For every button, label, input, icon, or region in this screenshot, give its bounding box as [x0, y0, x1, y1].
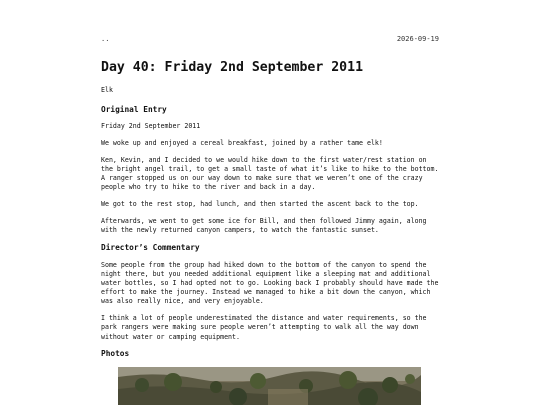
original-entry-paragraph: Afterwards, we went to get some ice for Bill, and then followed Jimmy again, along with the newly returned canyon campers, to watch the fantastic sunset.: [101, 217, 427, 235]
commentary-paragraph: I think a lot of people underestimated the distance and water requirements, so the park rangers were making sure people weren’t attempting to walk all the way down without water or camping equipment.: [101, 314, 427, 341]
commentary-paragraph: Some people from the group had hiked down to the bottom of the canyon to spend the night there, but you needed additional equipment like a sleeping mat and additional water bottles, so I had opted not to go. Looking back I probably should have made the effort to make the journey. Instead we managed to hike a bit down the canyon, which was also really nice, and very enjoyable.: [101, 260, 439, 306]
original-entry-heading: Original Entry: [101, 104, 167, 114]
original-entry-paragraph: We woke up and enjoyed a cereal breakfast, joined by a rather tame elk!: [101, 139, 383, 147]
photo-image: [118, 367, 421, 405]
page-date: 2026-09-19: [396, 35, 439, 43]
page-title: Day 40: Friday 2nd September 2011: [101, 60, 364, 75]
original-entry-date: Friday 2nd September 2011: [101, 122, 201, 131]
photos-heading: Photos: [101, 349, 130, 359]
directors-commentary-heading: Director’s Commentary: [101, 243, 200, 252]
back-link[interactable]: ..: [101, 35, 110, 43]
post-tag: Elk: [101, 86, 113, 94]
top-bar: [101, 34, 439, 44]
original-entry-paragraph: We got to the rest stop, had lunch, and then started the ascent back to the top.: [101, 200, 419, 209]
original-entry-paragraph: Ken, Kevin, and I decided to we would hike down to the first water/rest station on the bright angel trail, to get a small taste of what it’s like to hike to the bottom. A ranger stopped us on our way down to make sure that we weren’t one of the crazy people who try to hike to the river and back in a day.: [101, 155, 439, 192]
photo-canyon[interactable]: [118, 367, 421, 405]
article-body: [101, 86, 439, 405]
